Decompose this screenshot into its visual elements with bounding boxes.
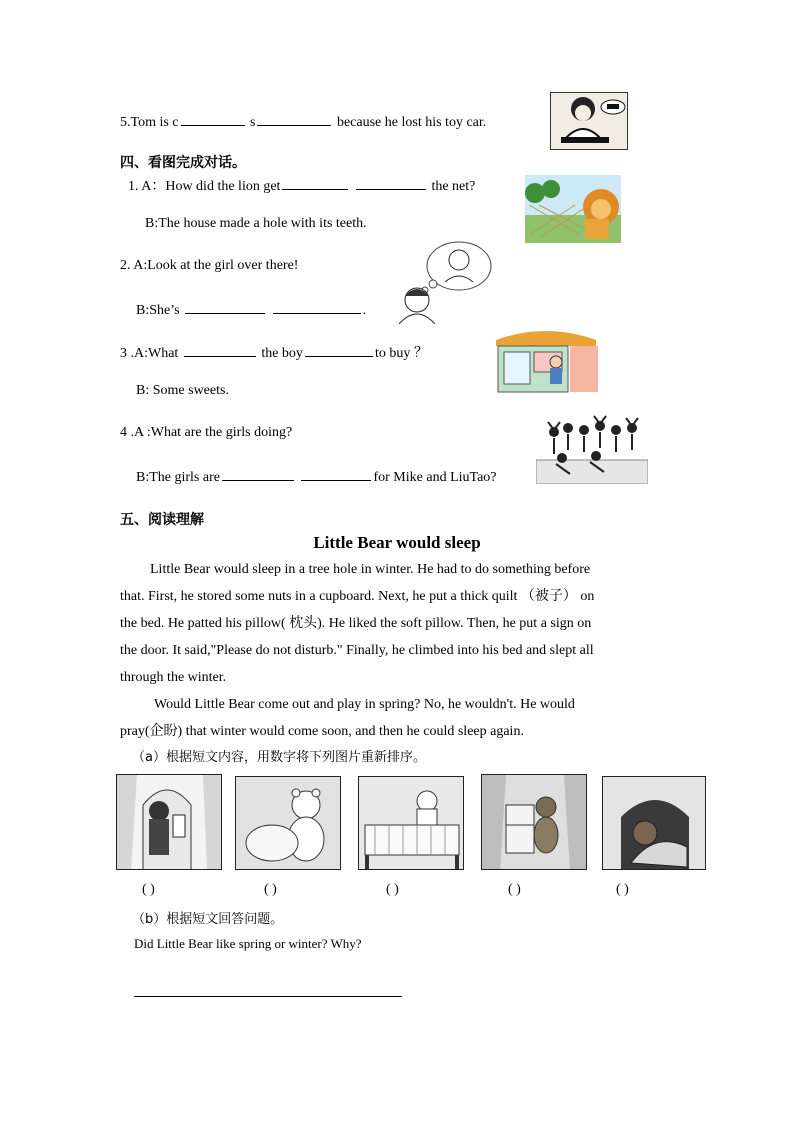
q1-blank-2[interactable] bbox=[356, 176, 426, 190]
story-picture-cupboard bbox=[481, 774, 587, 870]
q3-prefix: 3 .A:What bbox=[120, 346, 179, 361]
q5-prefix: 5.Tom is c bbox=[120, 115, 179, 130]
story-paragraph-1 bbox=[120, 556, 673, 691]
shop-boy-picture bbox=[492, 322, 600, 394]
q2-blank-2[interactable] bbox=[273, 300, 361, 314]
para1-line-1: Little Bear would sleep in a tree hole in winter. He had to do something before bbox=[150, 562, 591, 577]
part-b-answer-line[interactable] bbox=[134, 996, 402, 997]
q5-line bbox=[120, 112, 486, 131]
q4-answer bbox=[136, 467, 497, 486]
q2-question: 2. A:Look at the girl over there! bbox=[120, 258, 299, 273]
q5-blank-1[interactable] bbox=[181, 112, 245, 126]
q4-question: 4 .A :What are the girls doing? bbox=[120, 425, 293, 440]
q5-mid: s bbox=[250, 115, 256, 130]
para1-line-2: that. First, he stored some nuts in a cupboard. Next, he put a thick quilt （被子） on bbox=[120, 589, 595, 604]
q1-answer: B:The house made a hole with its teeth. bbox=[145, 216, 367, 231]
story-picture-pillow bbox=[235, 776, 341, 870]
cheering-girls-picture bbox=[536, 410, 648, 484]
para1-line-3: the bed. He patted his pillow( 枕头). He liked the soft pillow. Then, he put a sign on bbox=[120, 616, 592, 631]
para1-line-5: through the winter. bbox=[120, 670, 227, 685]
q2-suffix: . bbox=[362, 303, 367, 318]
para2-line-1: Would Little Bear come out and play in spring? No, he wouldn't. He would bbox=[154, 697, 575, 712]
q5-blank-2[interactable] bbox=[257, 112, 331, 126]
q4-blank-2[interactable] bbox=[301, 467, 371, 481]
q1-question bbox=[128, 175, 475, 195]
sad-boy-picture bbox=[550, 92, 628, 150]
lion-net-picture bbox=[525, 175, 621, 243]
order-answer-4[interactable]: ( ) bbox=[508, 882, 521, 897]
part-a-instruction: （a）根据短文内容，用数字将下列图片重新排序。 bbox=[132, 750, 426, 765]
q3-blank-1[interactable] bbox=[184, 343, 256, 357]
order-answer-5[interactable]: ( ) bbox=[616, 882, 629, 897]
story-paragraph-2 bbox=[120, 691, 673, 745]
q1-suffix: the net? bbox=[431, 179, 476, 194]
q3-question bbox=[120, 342, 428, 362]
q2-blank-1[interactable] bbox=[185, 300, 265, 314]
order-answer-1[interactable]: ( ) bbox=[142, 882, 155, 897]
q1-blank-1[interactable] bbox=[282, 176, 348, 190]
part-b-question: Did Little Bear like spring or winter? Why? bbox=[134, 936, 362, 951]
para1-line-4: the door. It said,"Please do not disturb." Finally, he climbed into his bed and slept all bbox=[120, 643, 594, 658]
q1-prefix: 1. A：How did the lion get bbox=[128, 179, 281, 194]
order-answer-2[interactable]: ( ) bbox=[264, 882, 277, 897]
q3-suffix: to buy ？ bbox=[374, 346, 428, 361]
q4-blank-1[interactable] bbox=[222, 467, 294, 481]
story-title: Little Bear would sleep bbox=[313, 533, 481, 552]
q3-answer: B: Some sweets. bbox=[136, 383, 229, 398]
q4-prefix: B:The girls are bbox=[136, 470, 220, 485]
story-picture-sleeping bbox=[602, 776, 706, 870]
part-b-instruction: （b）根据短文回答问题。 bbox=[132, 912, 284, 927]
q4-suffix: for Mike and LiuTao? bbox=[373, 470, 497, 485]
story-picture-door-sign bbox=[116, 774, 222, 870]
q2-prefix: B:She’s bbox=[136, 303, 180, 318]
para2-line-2: pray(企盼) that winter would come soon, and then he could sleep again. bbox=[120, 724, 524, 739]
q3-mid: the boy bbox=[261, 346, 303, 361]
q3-blank-2[interactable] bbox=[305, 343, 373, 357]
q2-answer bbox=[136, 300, 366, 319]
section-4-heading: 四、看图完成对话。 bbox=[120, 155, 246, 171]
q5-suffix: because he lost his toy car. bbox=[336, 115, 487, 130]
story-picture-bed-quilt bbox=[358, 776, 464, 870]
section-5-heading: 五、阅读理解 bbox=[120, 512, 204, 528]
crying-girl-picture bbox=[395, 238, 495, 324]
order-answer-3[interactable]: ( ) bbox=[386, 882, 399, 897]
